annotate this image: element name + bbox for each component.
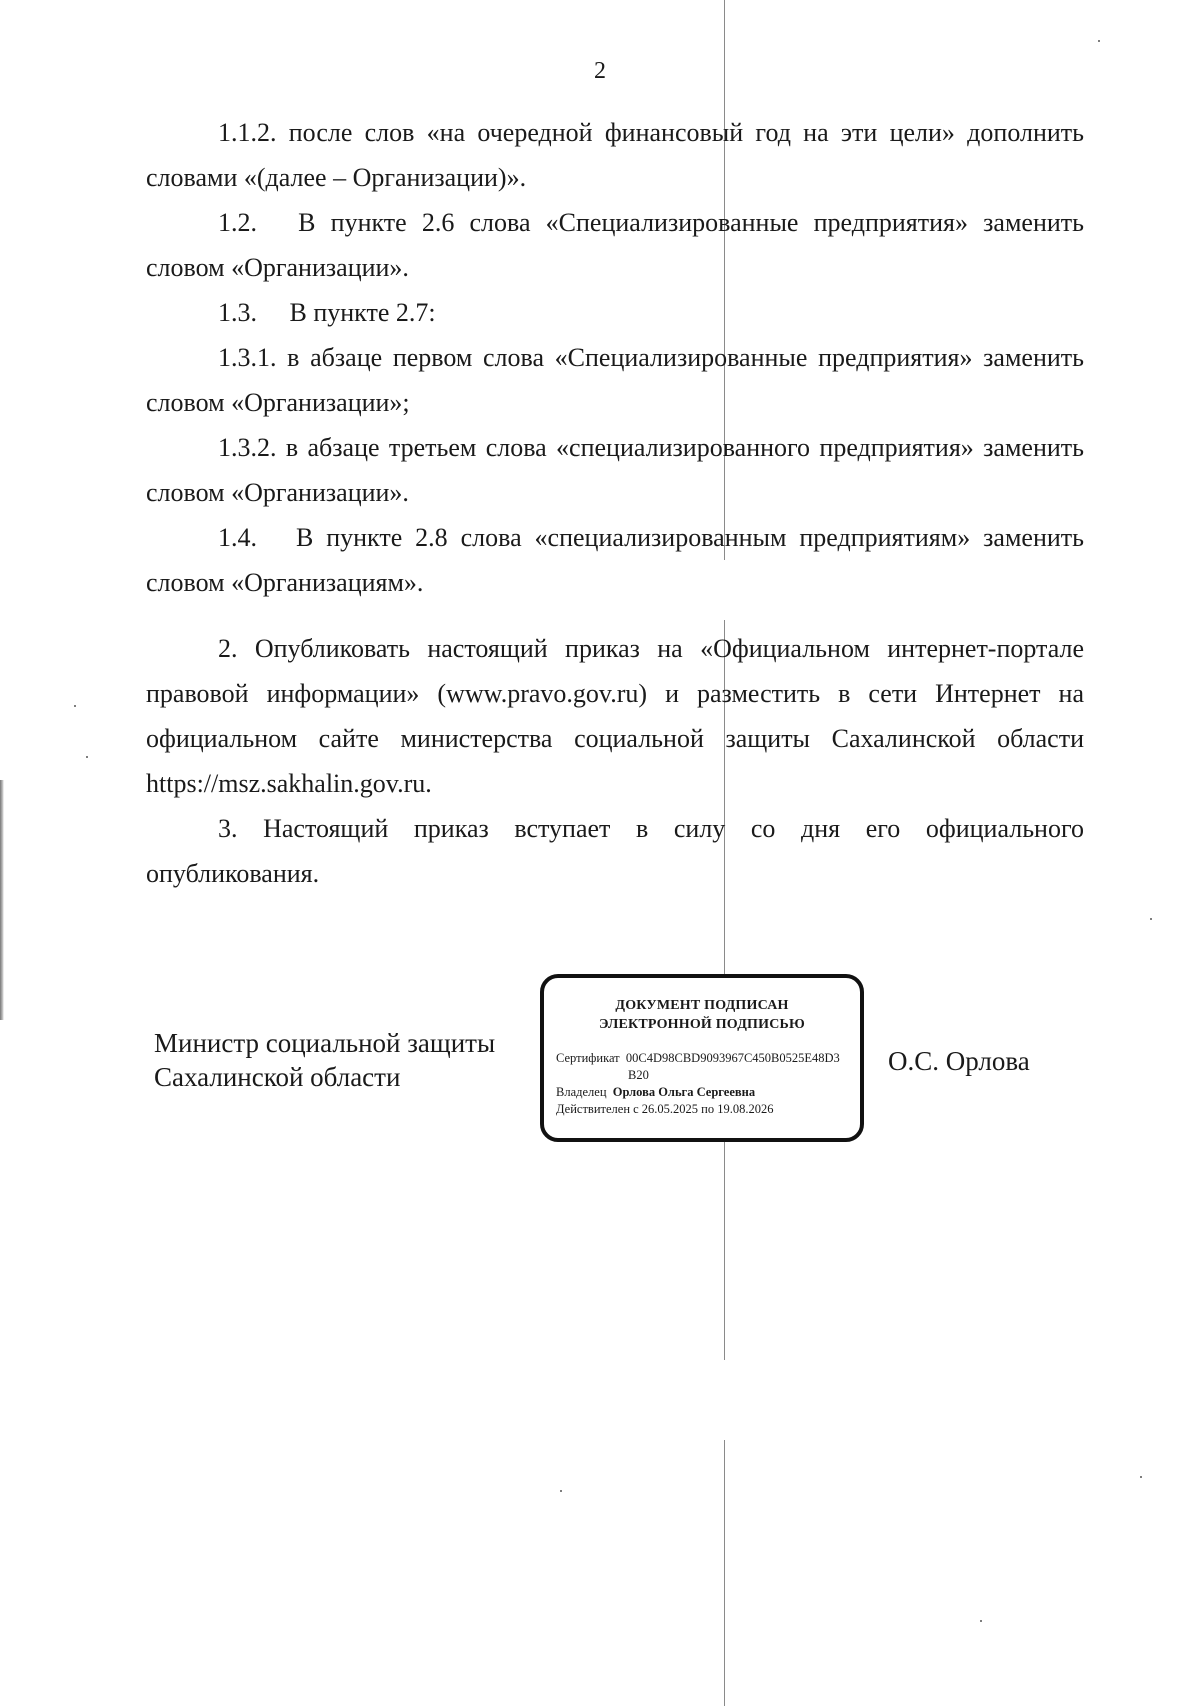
stamp-certificate-number-cont: B20: [628, 1068, 649, 1082]
paragraph-1-1-2: 1.1.2. после слов «на очередной финансовый год на эти цели» дополнить словами «(далее – Организации)».: [146, 118, 1084, 192]
stamp-validity: Действителен с 26.05.2025 по 19.08.2026: [556, 1102, 774, 1116]
scan-fold-gap: [721, 1360, 729, 1440]
stamp-title-line2: ЭЛЕКТРОННОЙ ПОДПИСЬЮ: [599, 1017, 805, 1032]
scan-speck: [86, 756, 88, 758]
paragraph-2: 2. Опубликовать настоящий приказ на «Официальном интернет-портале правовой информации» (www.pravo.gov.ru) и разместить в сети Интернет на официальном сайте министерства социальной защиты Сахалинской области https://msz.sakhalin.gov.ru.: [146, 634, 1084, 798]
signatory-position-line2: Сахалинской области: [154, 1062, 401, 1092]
paragraph-1-3-1: 1.3.1. в абзаце первом слова «Специализированные предприятия» заменить словом «Организации»;: [146, 343, 1084, 417]
scan-speck: [980, 1620, 982, 1622]
paragraph-3: 3. Настоящий приказ вступает в силу со дня его официального опубликования.: [146, 814, 1084, 888]
scan-speck: [74, 705, 76, 707]
scan-speck: [1098, 40, 1100, 42]
document-body: [146, 110, 1084, 896]
scan-speck: [1140, 1476, 1142, 1478]
stamp-owner-name: Орлова Ольга Сергеевна: [612, 1085, 756, 1099]
paragraph-1-2: 1.2. В пункте 2.6 слова «Специализированные предприятия» заменить словом «Организации».: [146, 208, 1084, 282]
paragraph-1-3: 1.3. В пункте 2.7:: [218, 298, 436, 327]
page-number: 2: [594, 58, 606, 84]
stamp-owner-label: Владелец: [556, 1085, 607, 1099]
scan-edge-shadow: [0, 780, 4, 1020]
signatory-position: [154, 1026, 495, 1094]
paragraph-1-3-2: 1.3.2. в абзаце третьем слова «специализированного предприятия» заменить словом «Организации».: [146, 433, 1084, 507]
stamp-title: [544, 996, 860, 1034]
stamp-certificate-label: Сертификат: [556, 1051, 620, 1065]
stamp-owner: [556, 1084, 860, 1101]
scan-speck: [560, 1490, 562, 1492]
stamp-certificate-number: 00C4D98CBD9093967C450B0525E48D3: [625, 1051, 840, 1065]
stamp-certificate: [556, 1050, 860, 1067]
signatory-position-line1: Министр социальной защиты: [154, 1028, 496, 1058]
scan-speck: [1150, 918, 1152, 920]
paragraph-1-4: 1.4. В пункте 2.8 слова «специализированным предприятиям» заменить словом «Организациям».: [146, 523, 1084, 597]
stamp-certificate-cont: [556, 1067, 860, 1084]
signatory-name: О.С. Орлова: [888, 1046, 1030, 1076]
stamp-title-line1: ДОКУМЕНТ ПОДПИСАН: [615, 998, 789, 1013]
electronic-signature-stamp: [540, 974, 864, 1142]
